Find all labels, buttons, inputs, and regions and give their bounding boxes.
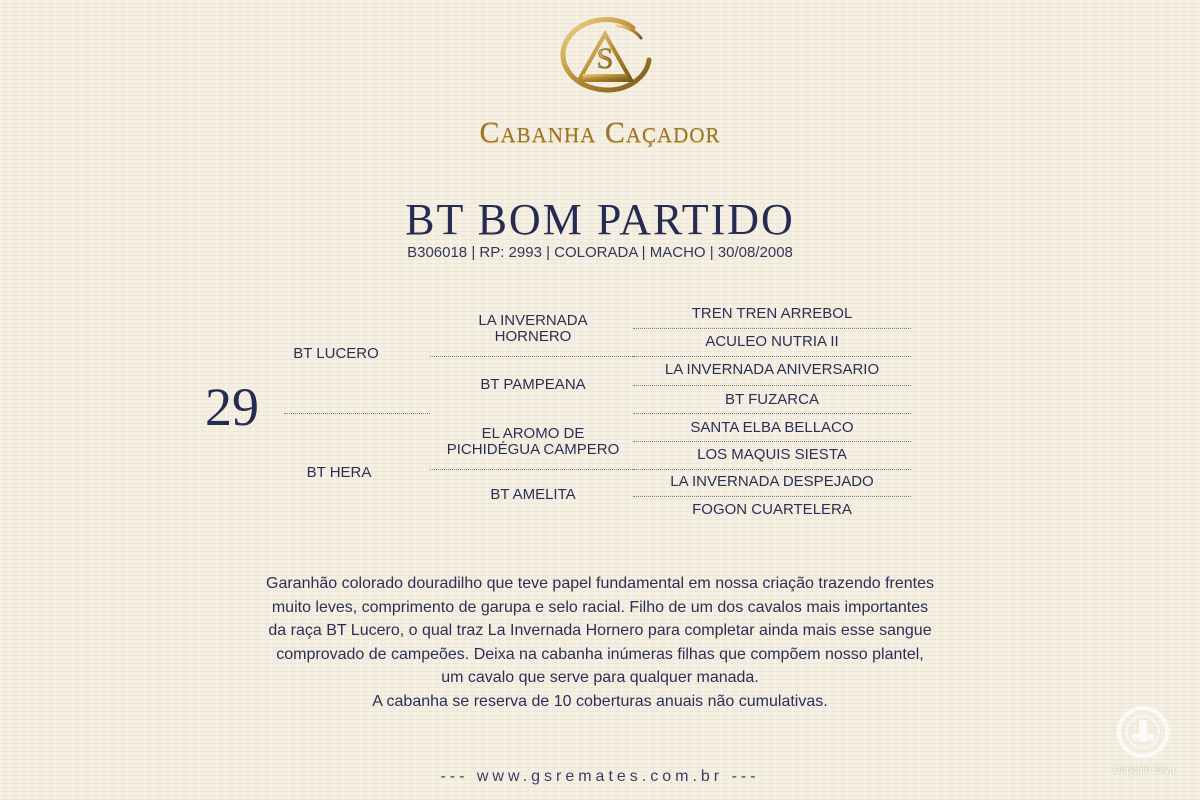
ggp-divider-3 (633, 385, 911, 386)
pedigree-sire-sire: LA INVERNADA HORNERO (478, 312, 588, 345)
animal-name: BT BOM PARTIDO (405, 195, 795, 244)
description-line: da raça BT Lucero, o qual traz La Invernada Hornero para completar ainda mais esse sangue (268, 622, 932, 639)
pedigree-ggp-7: LA INVERNADA DESPEJADO (670, 473, 874, 490)
pedigree-dam-dam: BT AMELITA (490, 486, 576, 503)
ggp-divider-7 (633, 496, 911, 497)
pedigree-ggp-2: ACULEO NUTRIA II (705, 333, 839, 350)
svg-text:S: S (596, 42, 614, 75)
brand-logo-icon (555, 16, 655, 94)
pedigree-ggp-3: LA INVERNADA ANIVERSARIO (664, 361, 880, 378)
pedigree-ggp-4: BT FUZARCA (725, 391, 819, 408)
dam-connector-line (430, 469, 635, 470)
description-line: muito leves, comprimento de garupa e selo racial. Filho de um dos cavalos mais importantes (271, 598, 929, 616)
footer-website-link[interactable]: --- www.gsremates.com.br --- (440, 768, 760, 785)
pedigree-sire-dam: BT PAMPEANA (480, 376, 586, 393)
lot-number: 29 (205, 377, 259, 437)
pedigree-dam-sire: EL AROMO DE PICHIDÉGUA CAMPERO (446, 425, 620, 458)
ggp-divider-5 (633, 441, 911, 442)
watermark-text: Gonçalo Silva (1113, 765, 1175, 776)
sire-connector-line (430, 356, 635, 357)
pedigree-sire: BT LUCERO (293, 345, 379, 362)
description-line: Garanhão colorado douradilho que teve papel fundamental em nossa criação trazendo frentes (266, 575, 934, 592)
pedigree-dam: BT HERA (306, 464, 372, 481)
brand-name: Cabanha Caçador (479, 116, 721, 149)
ggp-divider-6 (633, 469, 911, 470)
pedigree-ggp-6: LOS MAQUIS SIESTA (697, 446, 847, 463)
ggp-divider-2 (633, 356, 911, 357)
description-line: A cabanha se reserva de 10 coberturas anuais não cumulativas. (372, 692, 828, 710)
pedigree-ggp-5: SANTA ELBA BELLACO (690, 419, 854, 436)
ggp-divider-4 (633, 413, 911, 414)
pedigree-ggp-1: TREN TREN ARREBOL (691, 305, 853, 322)
animal-details: B306018 | RP: 2993 | COLORADA | MACHO | 30/08/2008 (407, 244, 793, 261)
lot-connector-line (284, 413, 430, 414)
description-text (0, 572, 1200, 713)
ggp-divider-1 (633, 328, 911, 329)
description-line: um cavalo que serve para qualquer manada. (441, 669, 759, 686)
pedigree-ggp-8: FOGON CUARTELERA (692, 501, 852, 518)
description-line: comprovado de campeões. Deixa na cabanha inúmeras filhas que compõem nosso plantel, (276, 645, 924, 663)
